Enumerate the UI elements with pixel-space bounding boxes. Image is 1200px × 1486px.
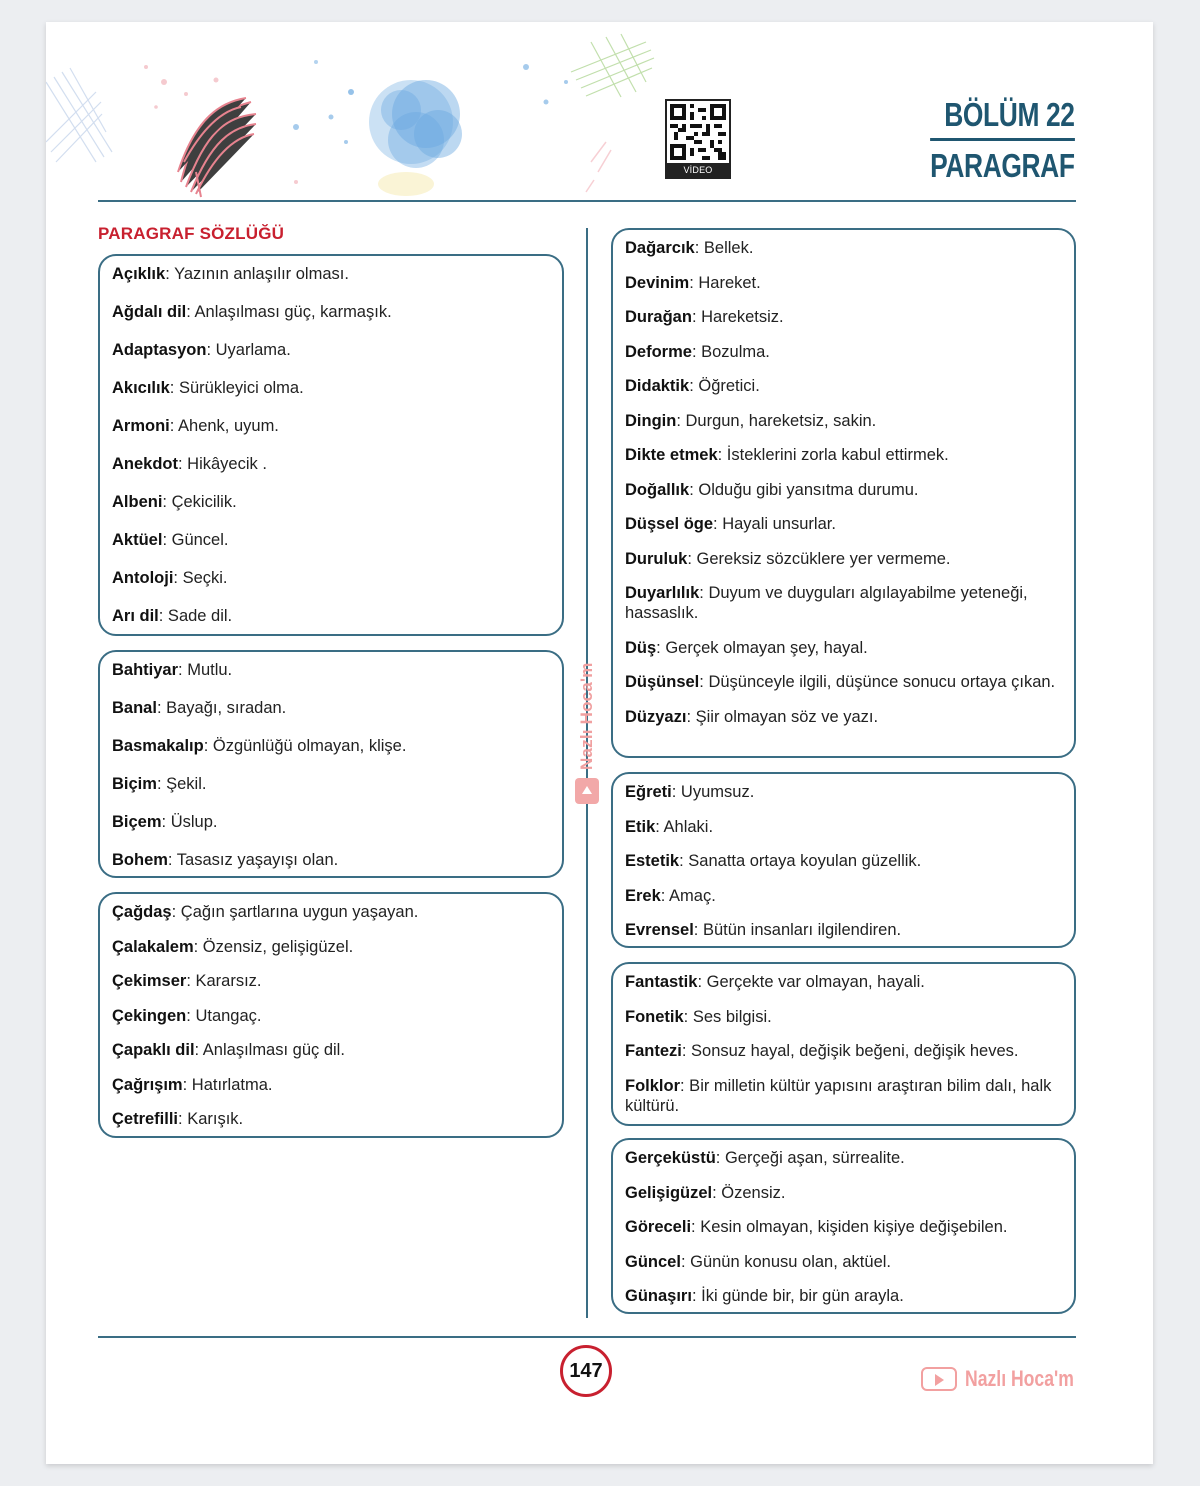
glossary-entry	[625, 1183, 1062, 1203]
term: Güncel	[625, 1252, 681, 1271]
definition: : Uyarlama.	[206, 341, 291, 359]
glossary-entry	[112, 698, 550, 718]
page	[46, 22, 1153, 1464]
definition: : İsteklerini zorla kabul ettirmek.	[717, 446, 949, 464]
term: Bohem	[112, 851, 168, 869]
glossary-entry	[112, 1006, 550, 1026]
glossary-entry	[112, 850, 550, 870]
term: Doğallık	[625, 480, 690, 499]
definition: : Günün konusu olan, aktüel.	[680, 1252, 891, 1271]
video-lessons-qr-code[interactable]	[665, 99, 731, 189]
vertical-brand-text: Nazlı Hoca'm	[577, 662, 596, 770]
definition: : Bayağı, sıradan.	[156, 699, 287, 717]
term: Biçim	[112, 775, 157, 793]
footer-divider	[98, 1336, 1076, 1338]
definition: : Düşünceyle ilgili, düşünce sonucu ortaya çıkan.	[699, 673, 1056, 691]
glossary-entry	[112, 774, 550, 794]
glossary-entry	[625, 638, 1062, 658]
term: Deforme	[625, 342, 692, 361]
definition: : Seçki.	[173, 569, 228, 587]
glossary-entry	[112, 736, 550, 756]
definition: : Anlaşılması güç, karmaşık.	[186, 303, 392, 321]
definition: : Ahenk, uyum.	[169, 417, 279, 435]
term: Çekimser	[112, 972, 187, 990]
definition: : Gereksiz sözcüklere yer vermeme.	[687, 549, 951, 568]
term: Adaptasyon	[112, 341, 207, 359]
definition: : Sürükleyici olma.	[169, 379, 304, 397]
term: Çekingen	[112, 1006, 187, 1025]
vertical-brand	[572, 662, 602, 810]
term: Duruluk	[625, 549, 688, 568]
glossary-entry	[625, 1217, 1062, 1237]
glossary-box-c	[98, 892, 564, 1138]
definition: : Sanatta ortaya koyulan güzellik.	[679, 852, 922, 870]
definition: : Şiir olmayan söz ve yazı.	[686, 707, 879, 726]
definition: : Hikâyecik .	[178, 455, 267, 473]
glossary-entry	[625, 886, 1062, 906]
glossary-entry	[112, 378, 550, 398]
definition: : Özgünlüğü olmayan, klişe.	[203, 737, 407, 755]
definition: : Ses bilgisi.	[683, 1007, 772, 1026]
term: Devinim	[625, 273, 690, 292]
glossary-entry	[625, 549, 1062, 569]
definition: : Utangaç.	[186, 1006, 262, 1025]
glossary-entry	[112, 1075, 550, 1095]
definition: : Karışık.	[178, 1110, 244, 1128]
glossary-entry	[625, 920, 1062, 940]
play-icon	[575, 778, 599, 804]
definition: : Sade dil.	[158, 607, 233, 625]
glossary-entry	[625, 707, 1062, 727]
glossary-entry	[112, 454, 550, 474]
term: Armoni	[112, 417, 170, 435]
term: Ağdalı dil	[112, 303, 187, 321]
glossary-entry	[625, 1252, 1062, 1272]
definition: : Yazının anlaşılır olması.	[165, 265, 349, 283]
glossary-entry	[112, 902, 550, 922]
glossary-entry	[625, 972, 1062, 992]
definition: : Ahlaki.	[655, 817, 714, 836]
definition: : Bir milletin kültür yapısını araştıran bilim dalı, halk kültürü.	[625, 1076, 1052, 1115]
definition: : Hayali unsurlar.	[713, 515, 836, 533]
glossary-entry	[625, 583, 1062, 623]
glossary-entry	[112, 530, 550, 550]
term: Fantastik	[625, 973, 698, 991]
footer-brand[interactable]	[921, 1366, 1075, 1392]
definition: : Gerçek olmayan şey, hayal.	[656, 638, 868, 657]
watercolor-decoration	[46, 22, 746, 222]
qr-code-icon	[670, 104, 726, 160]
qr-label: VİDEO DERSLER	[667, 163, 729, 177]
glossary-entry	[625, 307, 1062, 327]
term: Arı dil	[112, 607, 159, 625]
definition: : Hareketsiz.	[691, 308, 784, 326]
glossary-box-g	[611, 1138, 1076, 1314]
term: Basmakalıp	[112, 737, 204, 755]
glossary-box-b	[98, 650, 564, 878]
term: Erek	[625, 886, 661, 905]
definition: : Çekicilik.	[162, 493, 237, 511]
chapter-number: BÖLÜM 22	[931, 96, 1075, 141]
glossary-entry	[112, 264, 550, 284]
definition: : Amaç.	[660, 886, 716, 905]
term: Eğreti	[625, 783, 672, 801]
term: Bahtiyar	[112, 661, 179, 679]
glossary-entry	[112, 812, 550, 832]
glossary-box-f	[611, 962, 1076, 1126]
definition: : Tasasız yaşayışı olan.	[167, 851, 339, 869]
glossary-entry	[625, 817, 1062, 837]
glossary-entry	[625, 1007, 1062, 1027]
youtube-play-icon	[921, 1367, 957, 1391]
definition: : Kararsız.	[186, 972, 262, 990]
term: Düş	[625, 638, 657, 657]
glossary-entry	[625, 1041, 1062, 1061]
glossary-entry	[112, 492, 550, 512]
glossary-box-a	[98, 254, 564, 636]
page-number: 147	[560, 1345, 612, 1397]
definition: : İki günde bir, bir gün arayla.	[691, 1287, 904, 1305]
definition: : Mutlu.	[178, 661, 233, 679]
definition: : Üslup.	[161, 813, 218, 831]
glossary-entry	[625, 238, 1062, 258]
term: Düşünsel	[625, 673, 700, 691]
definition: : Özensiz.	[712, 1183, 786, 1202]
definition: : Olduğu gibi yansıtma durumu.	[689, 480, 919, 499]
term: Günaşırı	[625, 1287, 692, 1305]
term: Didaktik	[625, 377, 690, 395]
definition: : Hareket.	[689, 273, 761, 292]
glossary-entry	[112, 1040, 550, 1060]
term: Fonetik	[625, 1007, 684, 1026]
definition: : Bozulma.	[691, 342, 770, 361]
term: Fantezi	[625, 1042, 682, 1060]
definition: : Gerçeği aşan, sürrealite.	[715, 1149, 905, 1167]
definition: : Kesin olmayan, kişiden kişiye değişebilen.	[691, 1218, 1008, 1236]
definition: : Uyumsuz.	[671, 783, 755, 801]
term: Gelişigüzel	[625, 1183, 713, 1202]
term: Çalakalem	[112, 937, 194, 956]
term: Çetrefilli	[112, 1110, 179, 1128]
glossary-entry	[112, 340, 550, 360]
glossary-entry	[112, 660, 550, 680]
term: Dikte etmek	[625, 446, 718, 464]
term: Estetik	[625, 852, 680, 870]
header-divider	[98, 200, 1076, 202]
definition: : Öğretici.	[689, 377, 760, 395]
glossary-entry	[625, 851, 1062, 871]
glossary-entry	[625, 273, 1062, 293]
term: Dağarcık	[625, 239, 695, 257]
glossary-entry	[112, 416, 550, 436]
glossary-entry	[112, 606, 550, 626]
glossary-entry	[625, 514, 1062, 534]
term: Folklor	[625, 1076, 681, 1095]
glossary-box-d	[611, 228, 1076, 758]
term: Albeni	[112, 493, 163, 511]
section-title: PARAGRAF SÖZLÜĞÜ	[98, 224, 285, 243]
definition: : Bellek.	[694, 239, 754, 257]
definition: : Güncel.	[162, 531, 229, 549]
glossary-entry	[112, 302, 550, 322]
term: Biçem	[112, 813, 162, 831]
definition: : Durgun, hareketsiz, sakin.	[676, 411, 877, 430]
glossary-entry	[625, 1076, 1062, 1116]
glossary-entry	[625, 445, 1062, 465]
glossary-entry	[625, 376, 1062, 396]
glossary-entry	[625, 480, 1062, 500]
term: Göreceli	[625, 1218, 692, 1236]
glossary-entry	[625, 1286, 1062, 1306]
glossary-entry	[112, 1109, 550, 1129]
glossary-box-e	[611, 772, 1076, 948]
term: Aktüel	[112, 531, 163, 549]
term: Gerçeküstü	[625, 1149, 716, 1167]
term: Dingin	[625, 411, 677, 430]
term: Durağan	[625, 308, 692, 326]
chapter-heading	[931, 96, 1075, 185]
chapter-title: PARAGRAF	[930, 147, 1075, 184]
term: Anekdot	[112, 455, 178, 473]
term: Açıklık	[112, 265, 166, 283]
glossary-entry	[112, 971, 550, 991]
glossary-entry	[625, 342, 1062, 362]
definition: : Hatırlatma.	[182, 1075, 273, 1094]
term: Düzyazı	[625, 707, 687, 726]
definition: : Bütün insanları ilgilendiren.	[693, 921, 902, 939]
definition: : Gerçekte var olmayan, hayali.	[697, 973, 925, 991]
term: Banal	[112, 699, 157, 717]
term: Düşsel öge	[625, 515, 714, 533]
term: Evrensel	[625, 921, 694, 939]
term: Etik	[625, 817, 656, 836]
definition: : Özensiz, gelişigüzel.	[193, 937, 354, 956]
term: Çapaklı dil	[112, 1041, 195, 1059]
term: Antoloji	[112, 569, 174, 587]
definition: : Duyum ve duyguları algılayabilme yeteneği, hassaslık.	[625, 584, 1028, 622]
definition: : Sonsuz hayal, değişik beğeni, değişik heves.	[681, 1042, 1019, 1060]
definition: : Çağın şartlarına uygun yaşayan.	[171, 903, 419, 921]
glossary-entry	[112, 937, 550, 957]
term: Çağrışım	[112, 1075, 183, 1094]
term: Akıcılık	[112, 379, 170, 397]
glossary-entry	[625, 1148, 1062, 1168]
glossary-entry	[625, 782, 1062, 802]
term: Duyarlılık	[625, 584, 700, 602]
term: Çağdaş	[112, 903, 172, 921]
footer-brand-text: Nazlı Hoca'm	[965, 1366, 1074, 1391]
definition: : Şekil.	[156, 775, 207, 793]
glossary-entry	[625, 411, 1062, 431]
glossary-entry	[112, 568, 550, 588]
definition: : Anlaşılması güç dil.	[194, 1041, 345, 1059]
glossary-entry	[625, 672, 1062, 692]
